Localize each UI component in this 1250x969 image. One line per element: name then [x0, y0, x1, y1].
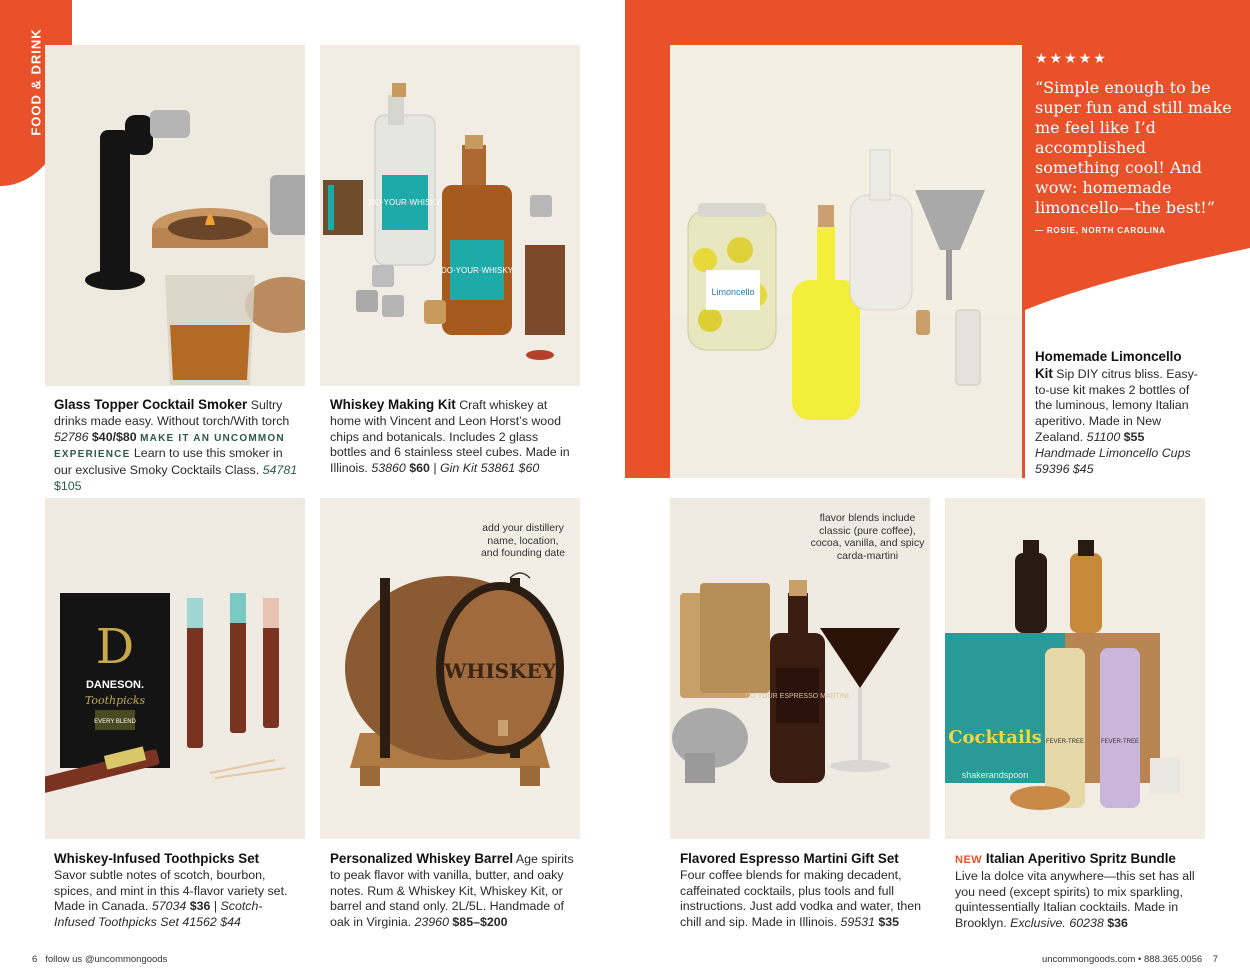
box-script: Toothpicks: [84, 694, 146, 707]
whiskey-kit-photo[interactable]: [320, 45, 580, 386]
experience-sku: 54781: [262, 463, 298, 478]
kit-label-1: DO·YOUR·WHISKY: [369, 198, 441, 207]
espresso-desc: Four coffee blends for making decadent, caffeinated cocktails, plus tools and full instructions. Just add vodka and water, then chill and sip. Made in Illinois.: [680, 867, 922, 930]
review-quote: “Simple enough to be super fun and still make me feel like I’d accomplished something cool! And wow: homemade limoncello—the best!”: [1035, 78, 1232, 217]
box-tag: EVERY BLEND: [94, 719, 136, 725]
experience-price: $105: [54, 478, 82, 493]
spritz-name[interactable]: Italian Aperitivo Spritz Bundle: [982, 851, 1176, 866]
barrel-name[interactable]: Personalized Whiskey Barrel: [330, 851, 514, 866]
limoncello-photo[interactable]: [670, 45, 1022, 478]
kit-label-2: DO·YOUR·WHISKY: [441, 266, 513, 275]
whiskey-kit-desc: Craft whiskey at home with Vincent and Leon Horst’s wood chips and botanicals. Includes 2 glass bottles and 6 stainless steel cubes. Made in Illinois.: [330, 398, 570, 476]
barrel-callout: add your distillery name, location, and founding date: [480, 522, 566, 559]
toothpicks-price: $36: [186, 899, 211, 914]
left-page-number: 6: [32, 954, 38, 965]
barrel-engraving: WHISKEY: [443, 659, 557, 683]
espresso-name[interactable]: Flavored Espresso Martini Gift Set: [680, 851, 899, 866]
spritz-caption: [955, 851, 1200, 932]
smoker-caption: [54, 397, 304, 495]
smoker-sku: 52786: [54, 429, 89, 444]
limoncello-desc: Sip DIY citrus bliss. Easy-to-use kit makes 2 bottles of the luminous, lemony Italian aperitivo. Made in New Zealand.: [1035, 366, 1198, 444]
svg-text:D: D: [95, 619, 135, 675]
limoncello-price: $55: [1120, 429, 1145, 444]
review-author: — ROSIE, NORTH CAROLINA: [1035, 226, 1166, 235]
espresso-price: $35: [874, 915, 900, 930]
toothpicks-caption: [54, 851, 294, 931]
limoncello-cups-alt: Handmade Limoncello Cups 59396 $45: [1035, 445, 1191, 476]
smoker-price: $40/$80: [88, 429, 141, 444]
whiskey-kit-sku: 53860: [371, 461, 406, 476]
toothpicks-sep: |: [210, 899, 221, 914]
rating-stars: ★★★★★: [1035, 50, 1108, 66]
smoker-photo[interactable]: [45, 45, 305, 386]
whiskey-kit-caption: [330, 397, 570, 477]
smoker-name[interactable]: Glass Topper Cocktail Smoker: [54, 397, 248, 412]
smoker-desc: Sultry drinks made easy. Without torch/With torch: [54, 398, 290, 428]
social-handle[interactable]: follow us @uncommongoods: [45, 954, 168, 965]
new-badge: NEW: [955, 854, 983, 866]
toothpicks-photo[interactable]: [45, 498, 305, 839]
espresso-bottle-label: DO YOUR ESPRESSO MARTINI: [745, 693, 849, 700]
toothpicks-desc: Savor subtle notes of scotch, bourbon, spices, and mint in this 4-flavor variety set. Made in Canada.: [54, 867, 288, 914]
spritz-sku: 60238: [1065, 916, 1104, 931]
footer-right: [1042, 954, 1218, 965]
barrel-desc: Age spirits to peak flavor with vanilla, butter, and oaky notes. Rum & Whiskey Kit, Whiskey Kit, or barrel and stand only. 2L/5L. Handmade of oak in Virginia.: [330, 852, 574, 930]
jar-label: Limoncello: [711, 287, 755, 297]
spritz-box-word: Cocktails: [948, 727, 1042, 748]
barrel-caption: [330, 851, 575, 931]
box-brand: DANESON.: [85, 679, 145, 691]
spritz-photo[interactable]: [945, 498, 1205, 839]
espresso-sku: 59531: [840, 915, 875, 930]
whiskey-kit-price: $60: [405, 461, 430, 476]
spritz-price: $36: [1103, 916, 1128, 931]
limoncello-caption: [1035, 349, 1200, 477]
espresso-callout: flavor blends include classic (pure coffee), cocoa, vanilla, and spicy carda-martini: [810, 512, 925, 562]
scotch-toothpicks-alt: Scotch-Infused Toothpicks Set 41562 $44: [54, 899, 263, 930]
experience-badge[interactable]: MAKE IT AN UNCOMMON EXPERIENCE: [54, 432, 285, 461]
can-label-1: FEVER-TREE: [1045, 739, 1085, 745]
barrel-price: $85–$200: [448, 915, 508, 930]
limoncello-name[interactable]: Homemade Limoncello Kit: [1035, 349, 1182, 381]
limoncello-sku: 51100: [1086, 429, 1121, 444]
footer-left: [32, 954, 167, 965]
whiskey-kit-sep: |: [429, 461, 441, 476]
barrel-sku: 23960: [414, 915, 449, 930]
espresso-caption: [680, 851, 925, 931]
right-page-number: 7: [1212, 954, 1218, 965]
spritz-desc: Live la dolce vita anywhere—this set has all you need (except spirits) to mix sparkling, quintessentially Italian cocktails. Made in Brooklyn.: [955, 868, 1195, 931]
whiskey-kit-name[interactable]: Whiskey Making Kit: [330, 397, 456, 412]
can-label-2: FEVER-TREE: [1100, 739, 1140, 745]
site-and-phone[interactable]: uncommongoods.com • 888.365.0056: [1041, 954, 1203, 965]
gin-kit-alt: Gin Kit 53861 $60: [440, 461, 540, 476]
spritz-exclusive: Exclusive.: [1010, 916, 1066, 931]
experience-desc: Learn to use this smoker in our exclusive Smoky Cocktails Class.: [54, 446, 283, 478]
section-tab-label: FOOD & DRINK: [28, 28, 44, 136]
spritz-box-sub: shakerandspoon: [961, 770, 1029, 780]
toothpicks-sku: 57034: [151, 899, 187, 914]
toothpicks-name[interactable]: Whiskey-Infused Toothpicks Set: [54, 851, 260, 866]
